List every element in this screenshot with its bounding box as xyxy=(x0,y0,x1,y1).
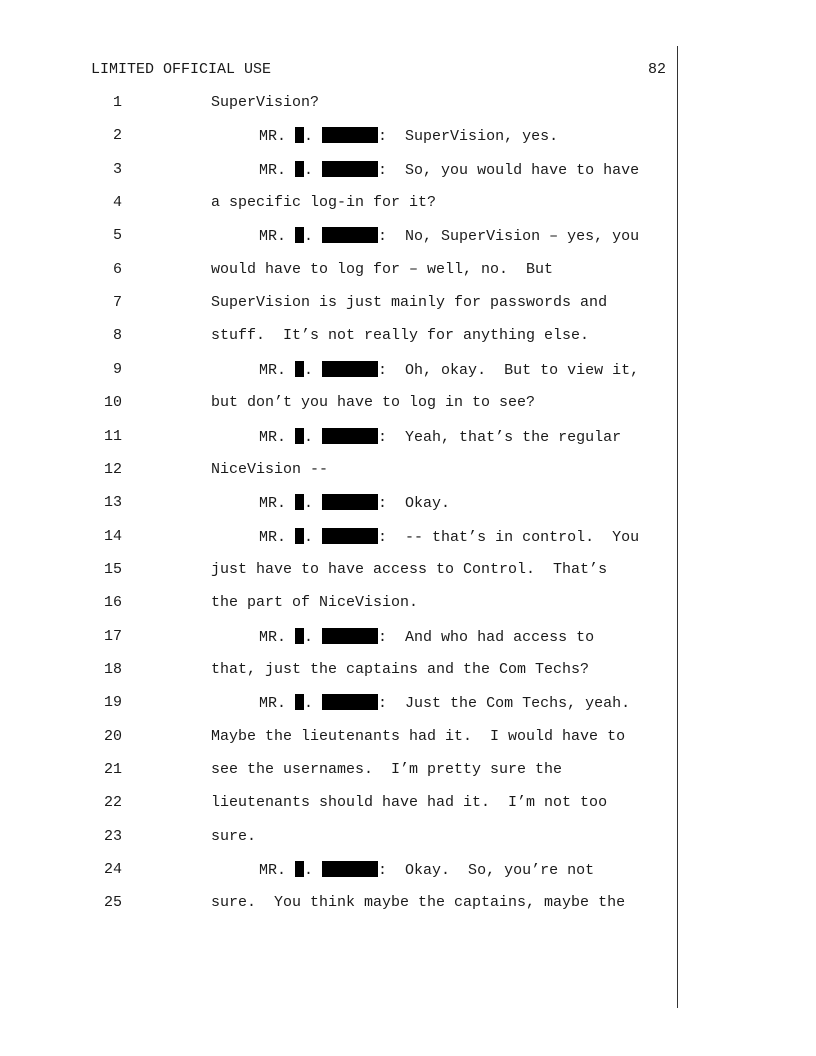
redaction-surname xyxy=(322,127,378,143)
transcript-line xyxy=(0,428,680,448)
transcript-line xyxy=(0,494,680,514)
continuation-text: just have to have access to Control. That’s xyxy=(211,561,608,578)
speaker-line: MR. . : No, SuperVision – yes, you xyxy=(259,228,640,245)
continuation-text: a specific log-in for it? xyxy=(211,194,437,211)
redaction-surname xyxy=(322,161,378,177)
transcript-line xyxy=(0,728,680,748)
redaction-initial xyxy=(295,428,304,444)
transcript-line xyxy=(0,294,680,314)
transcript-line xyxy=(0,461,680,481)
speech-text: : Oh, okay. But to view it, xyxy=(378,362,640,379)
line-number: 7 xyxy=(112,294,122,311)
line-number: 4 xyxy=(112,194,122,211)
speech-text: : Okay. xyxy=(378,495,451,512)
continuation-text: SuperVision? xyxy=(211,94,320,111)
redaction-initial xyxy=(295,127,304,143)
transcript-line xyxy=(0,661,680,681)
redaction-initial xyxy=(295,861,304,877)
transcript-line xyxy=(0,594,680,614)
transcript-line xyxy=(0,628,680,648)
line-number: 9 xyxy=(112,361,122,378)
line-number: 5 xyxy=(112,227,122,244)
redaction-surname xyxy=(322,494,378,510)
redaction-initial xyxy=(295,528,304,544)
speech-text: : SuperVision, yes. xyxy=(378,128,559,145)
redaction-surname xyxy=(322,428,378,444)
transcript-line xyxy=(0,828,680,848)
redaction-surname xyxy=(322,227,378,243)
continuation-text: SuperVision is just mainly for passwords and xyxy=(211,294,608,311)
continuation-text: Maybe the lieutenants had it. I would have to xyxy=(211,728,626,745)
transcript-line xyxy=(0,261,680,281)
transcript-line xyxy=(0,194,680,214)
line-number: 18 xyxy=(103,661,122,678)
line-number: 12 xyxy=(103,461,122,478)
line-number: 8 xyxy=(112,327,122,344)
line-number: 22 xyxy=(103,794,122,811)
speaker-line: MR. . : Just the Com Techs, yeah. xyxy=(259,695,631,712)
transcript-line xyxy=(0,861,680,881)
speaker-prefix: MR. xyxy=(259,495,287,512)
speaker-prefix: MR. xyxy=(259,228,287,245)
line-number: 1 xyxy=(112,94,122,111)
speaker-line: MR. . : Oh, okay. But to view it, xyxy=(259,362,640,379)
continuation-text: sure. xyxy=(211,828,257,845)
redaction-surname xyxy=(322,861,378,877)
transcript-line xyxy=(0,394,680,414)
transcript-line xyxy=(0,227,680,247)
transcript-line xyxy=(0,361,680,381)
redaction-surname xyxy=(322,361,378,377)
transcript-line xyxy=(0,327,680,347)
speech-text: : Yeah, that’s the regular xyxy=(378,429,622,446)
line-number: 10 xyxy=(103,394,122,411)
redaction-initial xyxy=(295,161,304,177)
redaction-initial xyxy=(295,494,304,510)
redaction-initial xyxy=(295,361,304,377)
speaker-prefix: MR. xyxy=(259,529,287,546)
line-number: 3 xyxy=(112,161,122,178)
speaker-prefix: MR. xyxy=(259,695,287,712)
redaction-surname xyxy=(322,694,378,710)
speech-text: : -- that’s in control. You xyxy=(378,529,640,546)
line-number: 19 xyxy=(103,694,122,711)
line-number: 11 xyxy=(103,428,122,445)
transcript-line xyxy=(0,794,680,814)
continuation-text: NiceVision -- xyxy=(211,461,329,478)
redaction-initial xyxy=(295,628,304,644)
redaction-initial xyxy=(295,694,304,710)
transcript-line xyxy=(0,161,680,181)
page-number: 82 xyxy=(647,61,666,78)
speaker-prefix: MR. xyxy=(259,162,287,179)
redaction-surname xyxy=(322,628,378,644)
transcript-line xyxy=(0,894,680,914)
line-number: 20 xyxy=(103,728,122,745)
line-number: 2 xyxy=(112,127,122,144)
speaker-line: MR. . : -- that’s in control. You xyxy=(259,529,640,546)
transcript-line xyxy=(0,528,680,548)
continuation-text: but don’t you have to log in to see? xyxy=(211,394,536,411)
speaker-prefix: MR. xyxy=(259,862,287,879)
line-number: 14 xyxy=(103,528,122,545)
speaker-line: MR. . : Okay. So, you’re not xyxy=(259,862,595,879)
speaker-prefix: MR. xyxy=(259,362,287,379)
speaker-prefix: MR. xyxy=(259,429,287,446)
continuation-text: the part of NiceVision. xyxy=(211,594,419,611)
speaker-line: MR. . : So, you would have to have xyxy=(259,162,640,179)
line-number: 13 xyxy=(103,494,122,511)
transcript-line xyxy=(0,761,680,781)
speech-text: : So, you would have to have xyxy=(378,162,640,179)
redaction-initial xyxy=(295,227,304,243)
transcript-line xyxy=(0,694,680,714)
line-number: 15 xyxy=(103,561,122,578)
speaker-line: MR. . : Okay. xyxy=(259,495,451,512)
continuation-text: that, just the captains and the Com Techs? xyxy=(211,661,590,678)
line-number: 17 xyxy=(103,628,122,645)
continuation-text: sure. You think maybe the captains, maybe the xyxy=(211,894,626,911)
continuation-text: lieutenants should have had it. I’m not too xyxy=(211,794,608,811)
line-number: 6 xyxy=(112,261,122,278)
line-number: 16 xyxy=(103,594,122,611)
transcript-line xyxy=(0,561,680,581)
continuation-text: would have to log for – well, no. But xyxy=(211,261,554,278)
speech-text: : Okay. So, you’re not xyxy=(378,862,595,879)
redaction-surname xyxy=(322,528,378,544)
line-number: 24 xyxy=(103,861,122,878)
speech-text: : Just the Com Techs, yeah. xyxy=(378,695,631,712)
line-number: 25 xyxy=(103,894,122,911)
transcript-line xyxy=(0,127,680,147)
speaker-prefix: MR. xyxy=(259,128,287,145)
continuation-text: stuff. It’s not really for anything else. xyxy=(211,327,590,344)
speaker-line: MR. . : Yeah, that’s the regular xyxy=(259,429,622,446)
continuation-text: see the usernames. I’m pretty sure the xyxy=(211,761,563,778)
transcript-line xyxy=(0,94,680,114)
speaker-line: MR. . : And who had access to xyxy=(259,629,595,646)
speaker-prefix: MR. xyxy=(259,629,287,646)
page-header-classification: LIMITED OFFICIAL USE xyxy=(91,61,272,78)
speaker-line: MR. . : SuperVision, yes. xyxy=(259,128,559,145)
speech-text: : And who had access to xyxy=(378,629,595,646)
line-number: 23 xyxy=(103,828,122,845)
line-number: 21 xyxy=(103,761,122,778)
speech-text: : No, SuperVision – yes, you xyxy=(378,228,640,245)
